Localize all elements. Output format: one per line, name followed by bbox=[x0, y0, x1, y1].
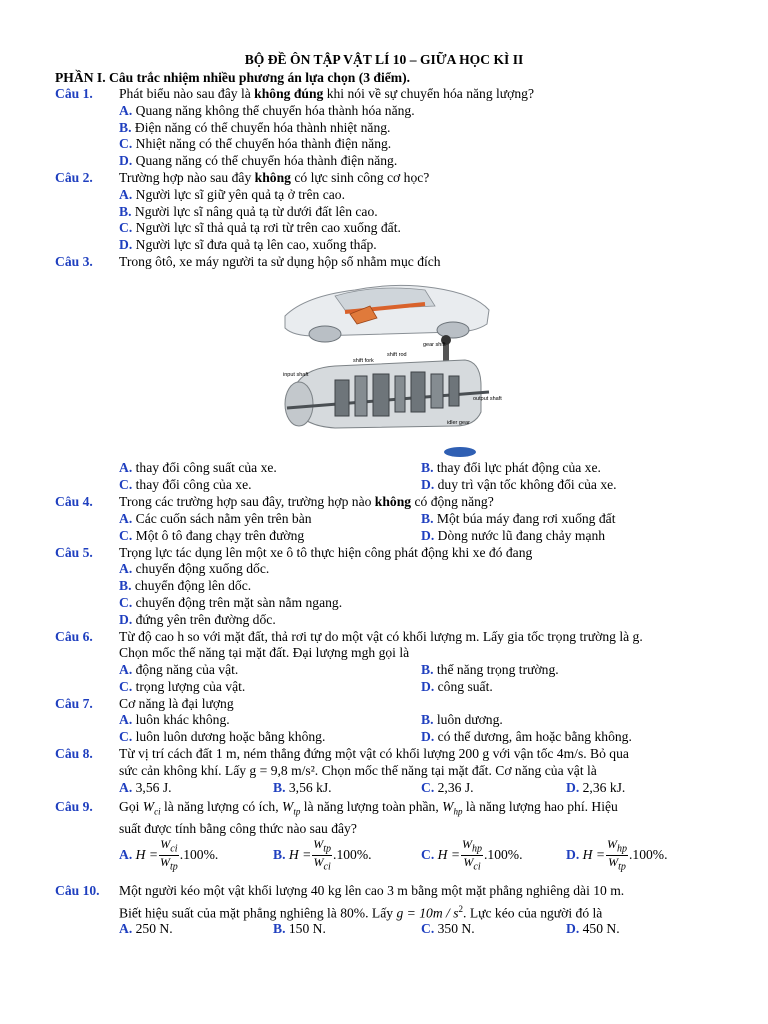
option-d[interactable]: D. Dòng nước lũ đang chảy mạnh bbox=[421, 528, 606, 543]
question-number: Câu 9. bbox=[55, 799, 93, 814]
question-number: Câu 3. bbox=[55, 254, 93, 269]
page-title: BỘ ĐỀ ÔN TẬP VẬT LÍ 10 – GIỮA HỌC KÌ II bbox=[244, 52, 524, 67]
label-idler-gear: idler gear bbox=[447, 420, 470, 426]
option-c[interactable]: C. chuyển động trên mặt sàn nằm ngang. bbox=[119, 595, 343, 610]
option-a[interactable]: A. H = $\frac{W_{ci}}{W_{tp}}$ .100%. bbox=[119, 837, 219, 873]
question-text-cont: Chọn mốc thế năng tại mặt đất. Đại lượng mgh gọi là bbox=[119, 645, 410, 660]
fraction: $\frac{W_{hp}}{W_{ci}}$ bbox=[462, 837, 483, 873]
option-b[interactable]: B. 3,56 kJ. bbox=[273, 780, 332, 795]
option-a[interactable]: A. 250 N. bbox=[119, 921, 173, 936]
option-d[interactable]: D. duy trì vận tốc không đổi của xe. bbox=[421, 477, 617, 492]
option-a[interactable]: A. Người lực sĩ giữ yên quả tạ ở trên cao. bbox=[119, 187, 345, 202]
question-text-cont: Biết hiệu suất của mặt phẳng nghiêng là 80%. Lấy $g = 10m / s^2$. Lực kéo của người đó là bbox=[119, 904, 603, 921]
option-a[interactable]: A. động năng của vật. bbox=[119, 662, 239, 677]
option-a[interactable]: A. 3,56 J. bbox=[119, 780, 172, 795]
label-shift-fork: shift fork bbox=[353, 358, 374, 364]
question-text: Trong các trường hợp sau đây, trường hợp nào không có động năng? bbox=[119, 494, 494, 509]
option-d[interactable]: D. 450 N. bbox=[566, 921, 620, 936]
option-b[interactable]: B. thế năng trọng trường. bbox=[421, 662, 559, 677]
question-text: Trong ôtô, xe máy người ta sử dụng hộp số nhằm mục đích bbox=[119, 254, 441, 269]
label-gear-shift: gear shift bbox=[423, 342, 446, 348]
option-b[interactable]: B. 150 N. bbox=[273, 921, 326, 936]
question-text: Trọng lực tác dụng lên một xe ô tô thực hiện công phát động khi xe đó đang bbox=[119, 545, 533, 560]
option-a[interactable]: A. thay đổi công suất của xe. bbox=[119, 460, 277, 475]
question-text: Gọi $W_{ci}$ là năng lượng có ích, $W_{tp}$ là năng lượng toàn phần, $W_{hp}$ là năng lượng hao phí. Hiệu bbox=[119, 799, 618, 817]
question-text: Một người kéo một vật khối lượng 40 kg lên cao 3 m bằng một mặt phẳng nghiêng dài 10 m. bbox=[119, 883, 625, 898]
option-b[interactable]: B. thay đổi lực phát động của xe. bbox=[421, 460, 601, 475]
option-b[interactable]: B. H = $\frac{W_{tp}}{W_{ci}}$ .100%. bbox=[273, 837, 372, 873]
question-number: Câu 4. bbox=[55, 494, 93, 509]
option-d[interactable]: D. Quang năng có thể chuyển hóa thành điện năng. bbox=[119, 153, 398, 168]
question-number: Câu 5. bbox=[55, 545, 93, 560]
question-text: Từ độ cao h so với mặt đất, thả rơi tự do một vật có khối lượng m. Lấy gia tốc trọng trường là g. bbox=[119, 629, 643, 644]
option-d[interactable]: D. Người lực sĩ đưa quả tạ lên cao, xuống thấp. bbox=[119, 237, 377, 252]
option-a[interactable]: A. Quang năng không thể chuyển hóa thành hóa năng. bbox=[119, 103, 415, 118]
option-d[interactable]: D. công suất. bbox=[421, 679, 493, 694]
option-d[interactable]: D. H = $\frac{W_{hp}}{W_{tp}}$ .100%. bbox=[566, 837, 668, 873]
question-text: Cơ năng là đại lượng bbox=[119, 696, 234, 711]
label-input-shaft: input shaft bbox=[283, 372, 309, 378]
option-c[interactable]: C. thay đổi công của xe. bbox=[119, 477, 252, 492]
question-number: Câu 8. bbox=[55, 746, 93, 761]
question-number: Câu 6. bbox=[55, 629, 93, 644]
section-heading: PHẦN I. Câu trắc nhiệm nhiều phương án lựa chọn (3 điểm). bbox=[55, 70, 411, 85]
label-shift-rod: shift rod bbox=[387, 352, 407, 358]
question-text-cont: sức cản không khí. Lấy g = 9,8 m/s². Chọn mốc thế năng tại mặt đất. Cơ năng của vật là bbox=[119, 763, 597, 778]
option-c[interactable]: C. Một ô tô đang chạy trên đường bbox=[119, 528, 305, 543]
question-text: Phát biểu nào sau đây là không đúng khi nói về sự chuyển hóa năng lượng? bbox=[119, 86, 534, 101]
option-b[interactable]: B. chuyển động lên dốc. bbox=[119, 578, 252, 593]
option-d[interactable]: D. 2,36 kJ. bbox=[566, 780, 626, 795]
gearbox-illustration bbox=[275, 276, 502, 458]
option-c[interactable]: C. Người lực sĩ thả quả tạ rơi từ trên cao xuống đất. bbox=[119, 220, 401, 235]
question-number: Câu 7. bbox=[55, 696, 93, 711]
question-text: Trường hợp nào sau đây không có lực sinh công cơ học? bbox=[119, 170, 430, 185]
fraction: $\frac{W_{ci}}{W_{tp}}$ bbox=[160, 837, 178, 873]
option-b[interactable]: B. Điện năng có thể chuyển hóa thành nhiệt năng. bbox=[119, 120, 391, 135]
option-c[interactable]: C. 350 N. bbox=[421, 921, 475, 936]
option-c[interactable]: C. H = $\frac{W_{hp}}{W_{ci}}$ .100%. bbox=[421, 837, 523, 873]
option-d[interactable]: D. đứng yên trên đường dốc. bbox=[119, 612, 276, 627]
option-c[interactable]: C. luôn luôn dương hoặc bằng không. bbox=[119, 729, 326, 744]
question-text-cont: suất được tính bằng công thức nào sau đây? bbox=[119, 821, 357, 836]
option-c[interactable]: C. trọng lượng của vật. bbox=[119, 679, 246, 694]
fraction: $\frac{W_{hp}}{W_{tp}}$ bbox=[607, 837, 628, 873]
question-number: Câu 2. bbox=[55, 170, 93, 185]
option-b[interactable]: B. Một búa máy đang rơi xuống đất bbox=[421, 511, 616, 526]
option-c[interactable]: C. 2,36 J. bbox=[421, 780, 474, 795]
option-a[interactable]: A. luôn khác không. bbox=[119, 712, 230, 727]
option-a[interactable]: A. chuyển động xuống dốc. bbox=[119, 561, 270, 576]
label-output-shaft: output shaft bbox=[473, 396, 502, 402]
question-number: Câu 1. bbox=[55, 86, 93, 101]
question-text: Từ vị trí cách đất 1 m, ném thẳng đứng một vật có khối lượng 200 g với vận tốc 4m/s. Bỏ qua bbox=[119, 746, 629, 761]
option-b[interactable]: B. Người lực sĩ nâng quả tạ từ dưới đất lên cao. bbox=[119, 204, 378, 219]
question-number: Câu 10. bbox=[55, 883, 100, 898]
option-d[interactable]: D. có thể dương, âm hoặc bằng không. bbox=[421, 729, 632, 744]
fraction: $\frac{W_{tp}}{W_{ci}}$ bbox=[313, 837, 332, 873]
option-a[interactable]: A. Các cuốn sách nằm yên trên bàn bbox=[119, 511, 312, 526]
option-c[interactable]: C. Nhiệt năng có thể chuyển hóa thành điện năng. bbox=[119, 136, 392, 151]
option-b[interactable]: B. luôn dương. bbox=[421, 712, 503, 727]
